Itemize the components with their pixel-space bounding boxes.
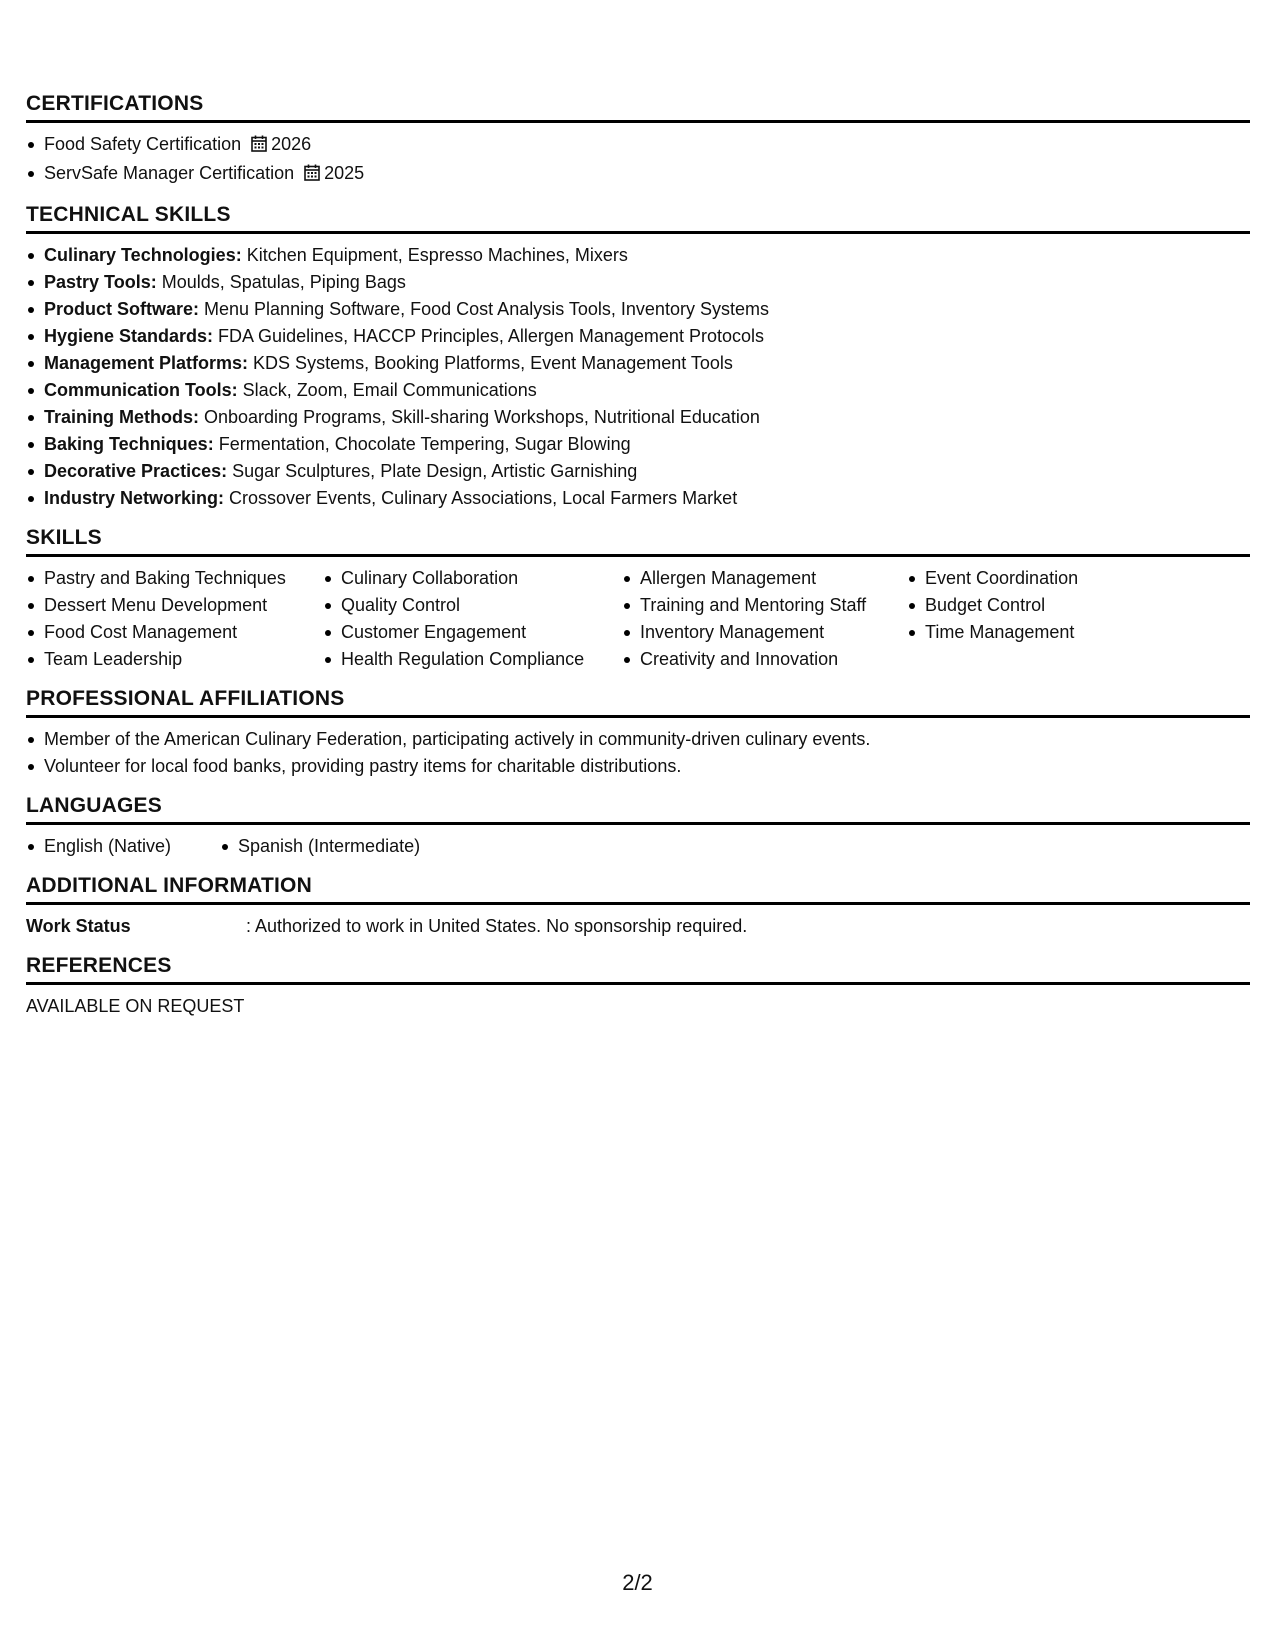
skill-category-label: Industry Networking:	[44, 488, 225, 508]
list-item: Pastry and Baking Techniques	[44, 565, 323, 592]
list-item: Training and Mentoring Staff	[640, 592, 907, 619]
skill-category-label: Training Methods:	[44, 407, 199, 427]
list-item: Food Cost Management	[44, 619, 323, 646]
skills-column	[323, 565, 622, 673]
list-item: English (Native)	[44, 833, 220, 860]
section-title-references: REFERENCES	[26, 954, 1250, 985]
list-item	[44, 296, 1250, 323]
additional-info-row	[26, 913, 1250, 940]
technical-skills-list	[26, 242, 1250, 512]
technical-skills-section	[26, 203, 1250, 512]
page-number: 2/2	[622, 1570, 653, 1595]
list-item: Creativity and Innovation	[640, 646, 907, 673]
list-item: Quality Control	[341, 592, 622, 619]
skill-category-text: Fermentation, Chocolate Tempering, Sugar Blowing	[213, 434, 631, 454]
certification-year: 2026	[271, 134, 312, 154]
list-item: Time Management	[925, 619, 1225, 646]
skill-category-label: Communication Tools:	[44, 380, 238, 400]
list-item	[44, 242, 1250, 269]
certifications-section	[26, 92, 1250, 189]
skill-category-text: KDS Systems, Booking Platforms, Event Management Tools	[248, 353, 733, 373]
section-title-additional-info: ADDITIONAL INFORMATION	[26, 874, 1250, 905]
list-item: Volunteer for local food banks, providing pastry items for charitable distributions.	[44, 753, 1250, 780]
affiliations-section	[26, 687, 1250, 780]
skill-category-label: Culinary Technologies:	[44, 245, 242, 265]
skills-grid	[26, 565, 1250, 673]
references-text: AVAILABLE ON REQUEST	[26, 996, 245, 1016]
list-item	[44, 377, 1250, 404]
skill-category-label: Pastry Tools:	[44, 272, 157, 292]
list-item: Dessert Menu Development	[44, 592, 323, 619]
calendar-icon	[304, 162, 320, 189]
resume-page	[26, 92, 1250, 1034]
list-item: Member of the American Culinary Federation, participating actively in community-driven culinary events.	[44, 726, 1250, 753]
list-item: Team Leadership	[44, 646, 323, 673]
skill-category-label: Baking Techniques:	[44, 434, 214, 454]
list-item: Health Regulation Compliance	[341, 646, 622, 673]
skill-category-text: FDA Guidelines, HACCP Principles, Allergen Management Protocols	[213, 326, 764, 346]
list-item	[44, 160, 1250, 189]
skill-category-text: Slack, Zoom, Email Communications	[237, 380, 537, 400]
section-title-skills: SKILLS	[26, 526, 1250, 557]
list-item	[44, 323, 1250, 350]
skill-category-text: Moulds, Spatulas, Piping Bags	[156, 272, 406, 292]
list-item	[44, 485, 1250, 512]
certification-name: ServSafe Manager Certification	[44, 163, 295, 183]
additional-info-section	[26, 874, 1250, 940]
skill-category-text: Crossover Events, Culinary Associations, Local Farmers Market	[224, 488, 738, 508]
languages-row	[26, 833, 1250, 860]
skill-category-label: Management Platforms:	[44, 353, 249, 373]
section-title-technical-skills: TECHNICAL SKILLS	[26, 203, 1250, 234]
skill-category-text: Kitchen Equipment, Espresso Machines, Mixers	[241, 245, 628, 265]
list-item: Budget Control	[925, 592, 1225, 619]
calendar-icon	[251, 133, 267, 160]
certifications-list	[26, 131, 1250, 189]
skill-category-label: Product Software:	[44, 299, 200, 319]
skill-category-label: Hygiene Standards:	[44, 326, 214, 346]
section-title-certifications: CERTIFICATIONS	[26, 92, 1250, 123]
list-item: Spanish (Intermediate)	[238, 833, 420, 860]
skills-section	[26, 526, 1250, 673]
section-title-affiliations: PROFESSIONAL AFFILIATIONS	[26, 687, 1250, 718]
skills-column	[907, 565, 1225, 673]
list-item	[44, 350, 1250, 377]
list-item	[44, 458, 1250, 485]
list-item	[44, 404, 1250, 431]
skill-category-label: Decorative Practices:	[44, 461, 228, 481]
affiliations-list	[26, 726, 1250, 780]
work-status-value: : Authorized to work in United States. No sponsorship required.	[246, 916, 748, 936]
languages-column	[26, 833, 220, 860]
skill-category-text: Menu Planning Software, Food Cost Analysis Tools, Inventory Systems	[199, 299, 769, 319]
certification-name: Food Safety Certification	[44, 134, 242, 154]
skills-column	[622, 565, 907, 673]
skill-category-text: Onboarding Programs, Skill-sharing Workshops, Nutritional Education	[199, 407, 760, 427]
list-item: Inventory Management	[640, 619, 907, 646]
languages-column	[220, 833, 420, 860]
list-item: Event Coordination	[925, 565, 1225, 592]
list-item: Culinary Collaboration	[341, 565, 622, 592]
work-status-label: Work Status	[26, 916, 131, 936]
certification-year: 2025	[324, 163, 365, 183]
skill-category-text: Sugar Sculptures, Plate Design, Artistic Garnishing	[227, 461, 638, 481]
references-section	[26, 954, 1250, 1020]
list-item: Customer Engagement	[341, 619, 622, 646]
list-item	[44, 269, 1250, 296]
list-item: Allergen Management	[640, 565, 907, 592]
skills-column	[26, 565, 323, 673]
languages-section	[26, 794, 1250, 860]
section-title-languages: LANGUAGES	[26, 794, 1250, 825]
list-item	[44, 131, 1250, 160]
list-item	[44, 431, 1250, 458]
